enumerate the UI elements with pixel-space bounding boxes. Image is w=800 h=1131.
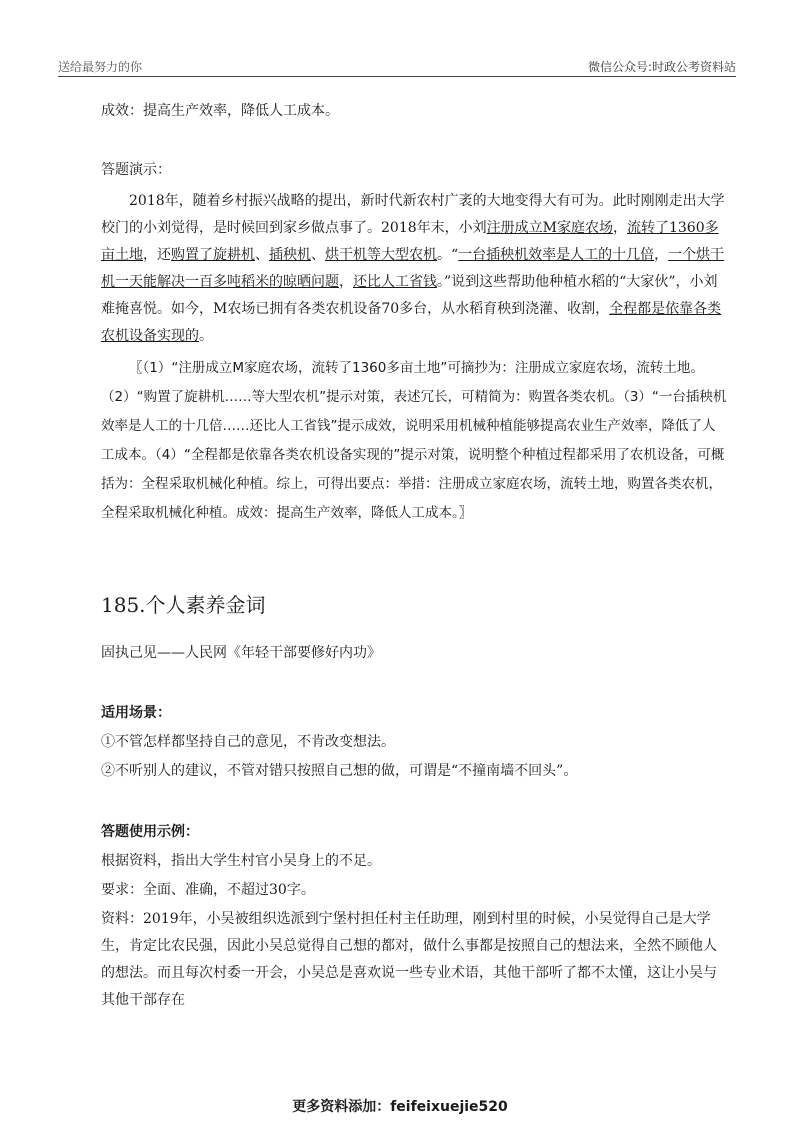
section-title: 185.个人素养金词 — [101, 593, 266, 617]
demo-text: ， — [654, 247, 669, 263]
demo-text: ， — [339, 274, 353, 290]
demo-text: 、 — [311, 247, 325, 263]
scene-item: ①不管怎样都坚持自己的意见，不肯改变想法。 — [101, 734, 395, 750]
demo-text: 。 — [199, 328, 213, 344]
header-left-text: 送给最努力的你 — [58, 60, 143, 74]
underlined-phrase: 插秧机 — [269, 247, 311, 263]
scene-heading: 适用场景： — [101, 705, 171, 721]
underlined-phrase: 烘干机等大型农机 — [325, 247, 437, 263]
example-material: 资料：2019年，小吴被组织选派到宁堡村担任村主任助理，刚到村里的时候，小吴觉得自己是大学生，肯定比农民强，因此小吴总觉得自己想的都对，做什么事都是按照自己的想法来，全然不顾他人的想法。而且每次村委一开会，小吴总是喜欢说一些专业术语，其他干部听了都不太懂，这让小吴与其他干部存在 — [101, 911, 717, 1008]
demo-text: 、 — [255, 247, 269, 263]
header-divider — [58, 76, 736, 77]
demo-text: 。“ — [437, 247, 459, 263]
demo-text: ，还 — [143, 247, 171, 263]
effect-line: 成效：提高生产效率，降低人工成本。 — [101, 103, 339, 119]
demo-text: 2018年，随着乡村振兴战略的提出，新时代新农村广袤的大地变得大有可为。此时刚刚走出大学校门的小刘觉得，是时候回到家乡做点事了。2018年末，小刘 — [101, 193, 725, 236]
underlined-phrase: 一台插秧机效率是人工的十几倍 — [458, 247, 655, 263]
underlined-phrase: 还比人工省钱 — [353, 274, 437, 290]
underlined-phrase: 注册成立M家庭农场 — [486, 220, 613, 236]
underlined-phrase: 全程都是依靠各类农机设备实现的 — [101, 301, 722, 344]
underlined-phrase: 一个烘干机一天能解决一百多吨稻米的晾晒问题 — [101, 247, 725, 290]
footer-contact: 更多资料添加：feifeixuejie520 — [292, 1099, 508, 1115]
example-prompt: 根据资料，指出大学生村官小吴身上的不足。 — [101, 853, 381, 869]
example-heading: 答题使用示例： — [101, 824, 199, 840]
scene-item: ②不听别人的建议，不管对错只按照自己想的做，可谓是“不撞南墙不回头”。 — [101, 763, 578, 779]
demo-paragraph — [101, 188, 728, 350]
underlined-phrase: 购置了旋耕机 — [171, 247, 255, 263]
underlined-phrase: 流转了1360多亩土地 — [101, 220, 719, 263]
golden-phrase: 固执己见——人民网《年轻干部要修好内功》 — [101, 645, 381, 661]
analysis-note: 〖（1）“注册成立M家庭农场，流转了1360多亩土地”可摘抄为：注册成立家庭农场，流转土地。（2）“购置了旋耕机……等大型农机”提示对策，表述冗长，可精简为：购置各类农机。（3）“一台插秧机效率是人工的十几倍……还比人工省钱”提示成效，说明采用机械种植能够提高农业生产效率，降低了人工成本。（4）“全程都是依靠各类农机设备实现的”提示对策，说明整个种植过程都采用了农机设备，可概括为：全程采取机械化种植。综上，可得出要点：举措：注册成立家庭农场，流转土地，购置各类农机，全程采取机械化种植。成效：提高生产效率，降低人工成本。〗 — [101, 360, 727, 521]
demo-text: ， — [612, 220, 627, 236]
header-right-text: 微信公众号:时政公考资料站 — [587, 60, 736, 74]
demo-heading: 答题演示： — [101, 162, 171, 178]
example-requirement: 要求：全面、准确，不超过30字。 — [101, 882, 315, 898]
demo-text: 。”说到这些帮助他种植水稻的“大家伙”，小刘难掩喜悦。如今，M农场已拥有各类农机设备70多台，从水稻育秧到浇灌、收割， — [101, 274, 718, 317]
page-content — [101, 96, 728, 1014]
